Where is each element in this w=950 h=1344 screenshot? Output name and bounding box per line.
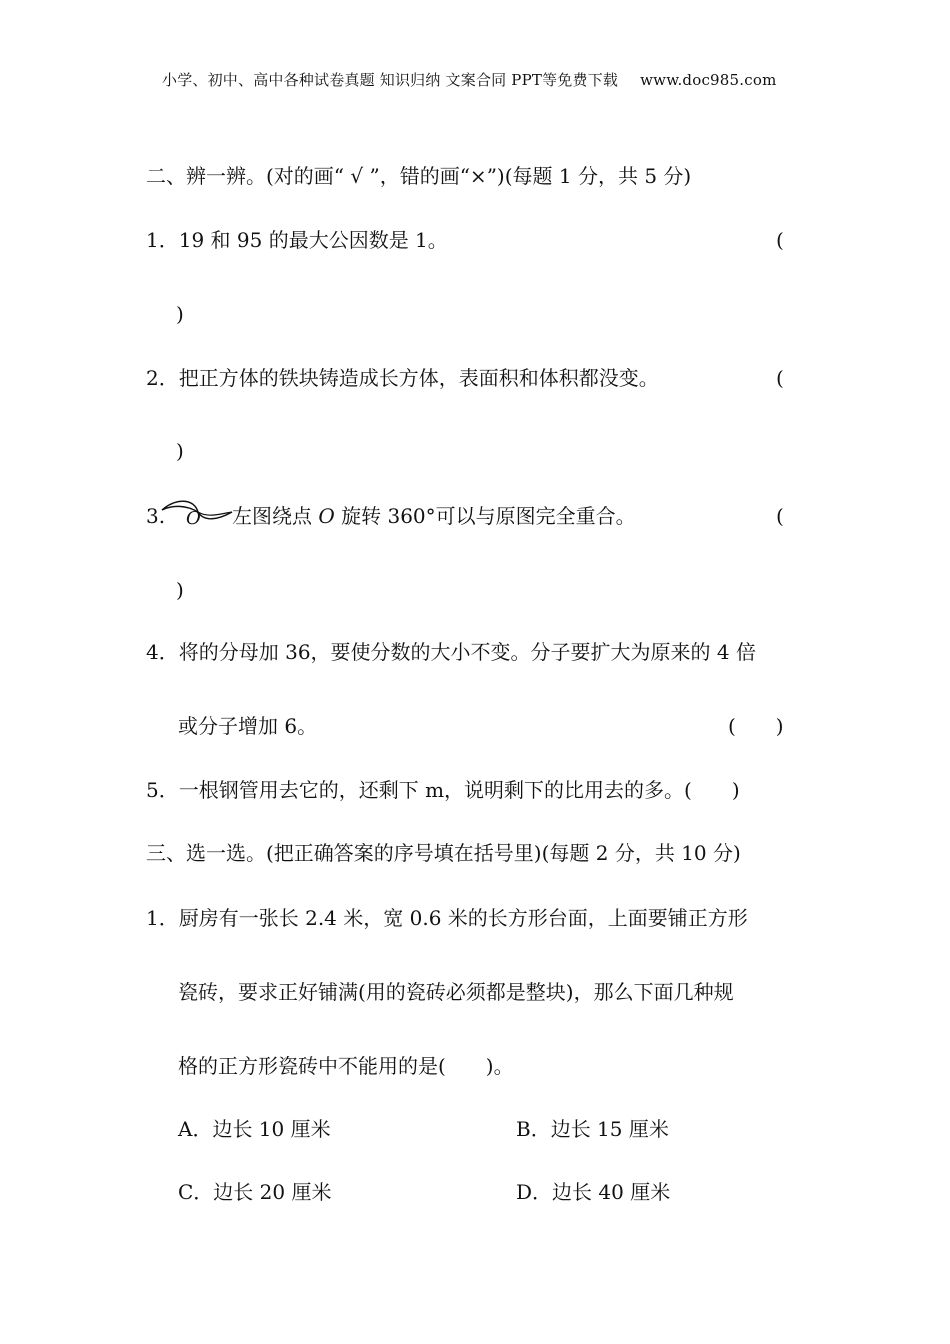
option-b[interactable]: B．边长 15 厘米	[516, 1117, 669, 1141]
header-text: 小学、初中、高中各种试卷真题 知识归纳 文案合同 PPT等免费下载	[162, 71, 619, 89]
question-text-line-2: 瓷砖，要求正好铺满(用的瓷砖必须都是整块)，那么下面几种规	[178, 980, 734, 1004]
option-c[interactable]: C．边长 20 厘米	[178, 1180, 332, 1204]
question-text-line-3: 格的正方形瓷砖中不能用的是( )。	[178, 1054, 514, 1078]
question-text-line-1: 厨房有一张长 2.4 米，宽 0.6 米的长方形台面，上面要铺正方形	[178, 906, 748, 930]
question-number: 4．	[146, 640, 179, 664]
question-4	[146, 638, 756, 666]
question-text: 19 和 95 的最大公因数是 1。	[178, 228, 448, 252]
question-number: 1．	[146, 228, 179, 252]
answer-paren-open[interactable]: (	[776, 366, 784, 390]
question-3-number: 3.	[146, 504, 166, 528]
section-3-title: 三、选一选。(把正确答案的序号填在括号里)(每题 2 分，共 10 分)	[146, 841, 741, 865]
question-number: 5．	[146, 778, 179, 802]
figure-point-label: O	[186, 508, 201, 528]
rotation-figure-icon	[160, 498, 236, 528]
answer-paren-open[interactable]: (	[776, 504, 784, 528]
question-3	[232, 502, 636, 530]
question-number: 2．	[146, 366, 179, 390]
question-5	[146, 776, 740, 804]
question-4-line-2: 或分子增加 6。	[178, 714, 318, 738]
question-text-b: 旋转 360°可以与原图完全重合。	[334, 504, 636, 528]
choice-question-1	[146, 904, 748, 932]
answer-paren-close[interactable]: )	[176, 302, 184, 326]
page-header	[162, 69, 777, 90]
question-text-a: 左图绕点	[232, 504, 319, 528]
header-url[interactable]: www.doc985.com	[640, 71, 777, 89]
option-a[interactable]: A．边长 10 厘米	[178, 1117, 331, 1141]
question-text: 把正方体的铁块铸造成长方体，表面积和体积都没变。	[178, 366, 659, 390]
question-number: 1．	[146, 906, 179, 930]
point-label: O	[318, 504, 335, 528]
answer-paren-open[interactable]: (	[776, 228, 784, 252]
section-2-title: 二、辨一辨。(对的画“ √ ”，错的画“×”)(每题 1 分，共 5 分)	[146, 164, 692, 188]
question-text: 一根钢管用去它的，还剩下 m，说明剩下的比用去的多。( )	[178, 778, 740, 802]
question-2	[146, 364, 659, 392]
option-d[interactable]: D．边长 40 厘米	[516, 1180, 671, 1204]
answer-blank[interactable]: ( )	[728, 714, 784, 738]
question-1	[146, 226, 448, 254]
answer-paren-close[interactable]: )	[176, 439, 184, 463]
question-text-line-1: 将的分母加 36，要使分数的大小不变。分子要扩大为原来的 4 倍	[178, 640, 756, 664]
answer-paren-close[interactable]: )	[176, 578, 184, 602]
